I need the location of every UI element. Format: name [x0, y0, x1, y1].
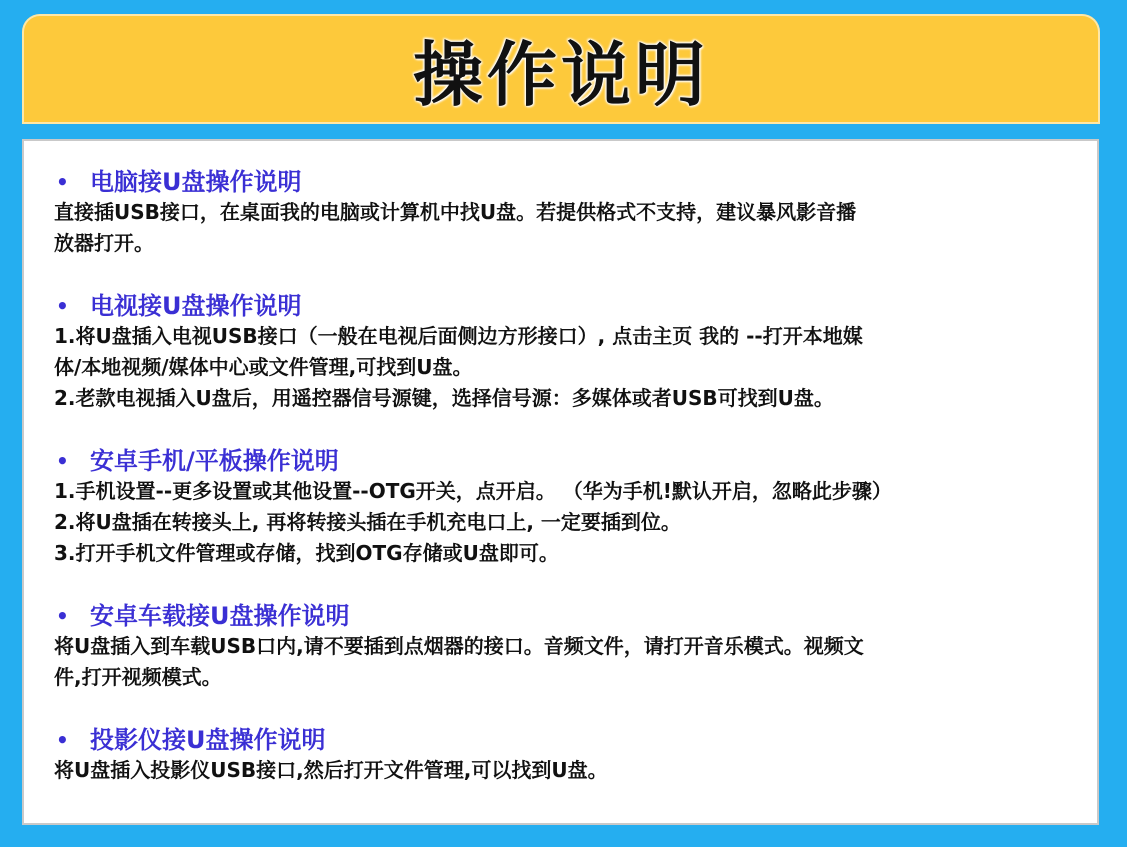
section-car — [54, 601, 1097, 693]
bullet-icon: • — [56, 294, 69, 318]
section-heading-row — [54, 446, 1097, 476]
section-text-line: 体/本地视频/媒体中心或文件管理,可找到U盘。 — [54, 355, 473, 379]
section-heading-row — [54, 601, 1097, 631]
section-projector — [54, 725, 1097, 786]
bullet-icon: • — [56, 728, 69, 752]
section-heading-row — [54, 725, 1097, 755]
section-text-line: 3.打开手机文件管理或存储，找到OTG存储或U盘即可。 — [54, 541, 559, 565]
section-heading-row — [54, 167, 1097, 197]
section-text-line: 将U盘插入投影仪USB接口,然后打开文件管理,可以找到U盘。 — [54, 758, 608, 782]
title-banner — [22, 14, 1100, 124]
section-text-line: 1.手机设置--更多设置或其他设置--OTG开关，点开启。 （华为手机!默认开启，忽略此步骤） — [54, 479, 892, 503]
section-text-line: 1.将U盘插入电视USB接口（一般在电视后面侧边方形接口）, 点击主页 我的 --打开本地媒 — [54, 324, 863, 348]
section-text-line: 2.老款电视插入U盘后，用遥控器信号源键，选择信号源：多媒体或者USB可找到U盘。 — [54, 386, 834, 410]
section-android-phone — [54, 446, 1097, 569]
section-text-line: 件,打开视频模式。 — [54, 665, 222, 689]
section-heading-row — [54, 291, 1097, 321]
section-heading: 电脑接U盘操作说明 — [90, 168, 302, 196]
section-heading: 电视接U盘操作说明 — [90, 292, 302, 320]
section-heading: 投影仪接U盘操作说明 — [90, 726, 326, 754]
section-tv — [54, 291, 1097, 414]
section-heading: 安卓车载接U盘操作说明 — [90, 602, 350, 630]
instructions-panel — [22, 139, 1099, 825]
bullet-icon: • — [56, 604, 69, 628]
section-text-line: 将U盘插入到车载USB口内,请不要插到点烟器的接口。音频文件，请打开音乐模式。视频文 — [54, 634, 864, 658]
section-text-line: 直接插USB接口，在桌面我的电脑或计算机中找U盘。若提供格式不支持，建议暴风影音播 — [54, 200, 857, 224]
section-text-line: 放器打开。 — [54, 231, 154, 255]
section-text-line: 2.将U盘插在转接头上, 再将转接头插在手机充电口上, 一定要插到位。 — [54, 510, 681, 534]
section-heading: 安卓手机/平板操作说明 — [90, 447, 339, 475]
bullet-icon: • — [56, 449, 69, 473]
bullet-icon: • — [56, 170, 69, 194]
page-title: 操作说明 — [413, 33, 709, 116]
section-computer — [54, 167, 1097, 259]
